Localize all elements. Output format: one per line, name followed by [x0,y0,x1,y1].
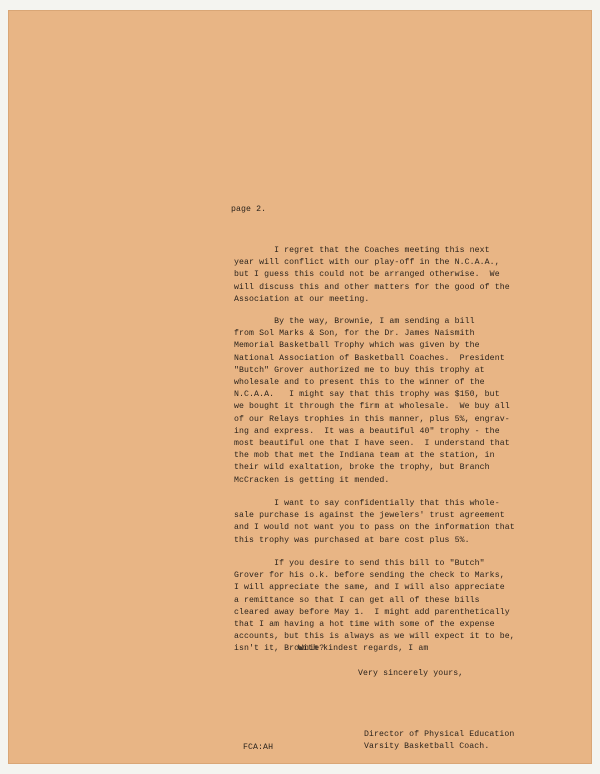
text-line: most beautiful one that I have seen. I understand that [234,439,510,449]
paragraph-trophy-bill [234,316,510,487]
text-line: By the way, Brownie, I am sending a bill [234,317,475,326]
text-line: sale purchase is against the jewelers' trust agreement [234,511,505,521]
typist-initials: FCA:AH [243,743,274,752]
text-line: If you desire to send this bill to "Butch" [234,559,485,568]
text-line: cleared away before May 1. I might add parenthetically [234,607,510,617]
text-line: accounts, but this is always as we will expect it to be, [234,632,515,642]
page-label: page 2. [231,205,267,214]
text-line: N.C.A.A. I might say that this trophy was $150, but [234,390,500,400]
text-line: but I guess this could not be arranged otherwise. We [234,270,500,280]
text-line: "Butch" Grover authorized me to buy this trophy at [234,365,485,375]
text-line: of our Relays trophies in this manner, plus 5%, engrav- [234,414,510,424]
text-line: their wild exaltation, broke the trophy, but Branch [234,463,490,473]
text-line: ing and express. It was a beautiful 40" trophy - the [234,426,500,436]
signoff-line: Very sincerely yours, [358,669,464,678]
text-line: Memorial Basketball Trophy which was given by the [234,341,480,351]
text-line: isn't it, Brownie? [234,644,325,654]
text-line: and I would not want you to pass on the information that [234,523,515,533]
text-line: that I am having a hot time with some of the expense [234,620,495,630]
title-line: Director of Physical Education [364,730,515,739]
text-line: the mob that met the Indiana team at the station, in [234,451,495,461]
text-line: we bought it through the firm at wholesale. We buy all [234,402,510,412]
text-line: Association at our meeting. [234,294,370,304]
signature-title [364,729,514,753]
text-line: a remittance so that I can get all of these bills [234,595,480,605]
title-line: Varsity Basketball Coach. [364,742,490,752]
text-line: this trophy was purchased at bare cost plus 5%. [234,535,470,545]
text-line: will discuss this and other matters for the good of the [234,282,510,292]
text-line: McCracken is getting it mended. [234,475,390,485]
closing-line: With kindest regards, I am [298,644,429,653]
text-line: I will appreciate the same, and I will also appreciate [234,583,505,593]
text-line: wholesale and to present this to the winner of the [234,378,485,388]
paragraph-coaches-meeting [234,245,510,306]
text-line: Grover for his o.k. before sending the check to Marks, [234,571,505,581]
text-line: National Association of Basketball Coaches. President [234,353,505,363]
text-line: from Sol Marks & Son, for the Dr. James Naismith [234,329,475,339]
paragraph-remittance [234,558,515,656]
text-line: I want to say confidentially that this whole- [234,499,500,508]
text-line: year will conflict with our play-off in the N.C.A.A., [234,258,500,268]
paragraph-confidential [234,498,515,547]
text-line: I regret that the Coaches meeting this next [234,246,490,255]
